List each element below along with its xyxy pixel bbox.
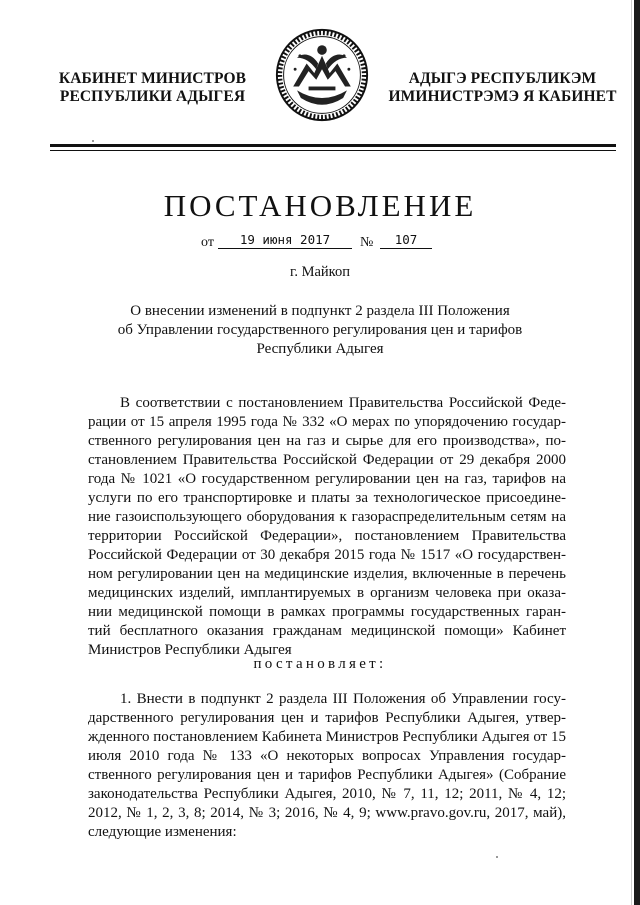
- preamble-paragraph: [88, 394, 566, 660]
- preamble-line: территории Российской Федерации», постановлением Правительства: [88, 528, 566, 544]
- header-left-line-1: КАБИНЕТ МИНИСТРОВ: [58, 70, 247, 87]
- document-title: ПОСТАНОВЛЕНИЕ: [163, 188, 477, 223]
- number-label: №: [360, 235, 374, 250]
- header-left-line-2: РЕСПУБЛИКИ АДЫГЕЯ: [59, 88, 246, 105]
- subject-line: Республики Адыгея: [256, 341, 384, 357]
- scan-speck: [496, 856, 498, 858]
- header-right-line-2: ИМИНИСТРЭМЭ Я КАБИНЕТ: [388, 88, 617, 105]
- date-field: 19 июня 2017: [218, 232, 352, 249]
- scan-speck: [92, 140, 94, 142]
- coat-of-arms-emblem: [274, 27, 370, 123]
- preamble-line: становлением Правительства Российской Федерации от 29 декабря 2000: [88, 452, 566, 468]
- header-left: [40, 70, 265, 106]
- item-line: 2012, № 1, 2, 3, 8; 2014, № 3; 2016, № 4, 9; www.pravo.gov.ru, 2017, май),: [88, 805, 566, 821]
- item-line: следующие изменения:: [88, 824, 237, 840]
- preamble-line: медицинских изделий, имплантируемых в организм человека при оказа-: [88, 585, 566, 601]
- subject-line: об Управлении государственного регулирования цен и тарифов: [117, 322, 523, 338]
- subject-line: О внесении изменений в подпункт 2 раздела III Положения: [130, 303, 510, 319]
- header-divider-thin: [50, 150, 616, 151]
- preamble-line: В соответствии с постановлением Правительства Российской Феде-: [120, 395, 566, 411]
- number-field: 107: [380, 232, 432, 249]
- scan-edge: [634, 0, 640, 905]
- date-number-row: [0, 232, 640, 252]
- preamble-line: рации от 15 апреля 1995 года № 332 «О мерах по упорядочению государ-: [88, 414, 566, 430]
- preamble-line: услуги по его транспортировке и платы за технологическое присоедине-: [88, 490, 566, 506]
- date-label: от: [201, 235, 214, 250]
- item-line: ственного регулирования цен и тарифов Республики Адыгея» (Собрание: [88, 767, 566, 783]
- item-line: июля 2010 года № 133 «О некоторых вопросах Управления государ-: [88, 748, 566, 764]
- item-line: дарственного регулирования цен и тарифов Республики Адыгея, утвер-: [88, 710, 566, 726]
- preamble-line: года № 1021 «О государственном регулировании цен на газ, тарифов на: [88, 471, 566, 487]
- decree-word: постановляет:: [253, 656, 387, 672]
- city-line: г. Майкоп: [290, 264, 350, 280]
- preamble-line: нии медицинской помощи в рамках программы государственных гаран-: [88, 604, 566, 620]
- item-1-paragraph: [88, 690, 566, 842]
- preamble-line: ном регулировании цен на медицинские изделия, включенные в перечень: [88, 566, 566, 582]
- item-line: жденного постановлением Кабинета Министров Республики Адыгея от 15: [88, 729, 566, 745]
- item-line: 1. Внести в подпункт 2 раздела III Положения об Управлении госу-: [120, 691, 566, 707]
- item-line: законодательства Республики Адыгея, 2010, № 7, 11, 12; 2011, № 4, 12;: [88, 786, 566, 802]
- header-right-line-1: АДЫГЭ РЕСПУБЛИКЭМ: [408, 70, 597, 87]
- preamble-line: тий бесплатного оказания гражданам медицинской помощи» Кабинет: [88, 623, 566, 639]
- document-subject: [80, 302, 560, 359]
- scan-edge-line: [631, 0, 632, 905]
- preamble-line: Российской Федерации от 30 декабря 2015 года № 1517 «О государствен-: [88, 547, 566, 563]
- preamble-line: Министров Республики Адыгея: [88, 642, 292, 658]
- preamble-line: ние газоиспользующего оборудования к газораспределительным сетям на: [88, 509, 566, 525]
- header-divider-thick: [50, 144, 616, 147]
- header-right: [380, 70, 625, 106]
- preamble-line: ственного регулирования цен на газ и сырье для его производства», по-: [88, 433, 566, 449]
